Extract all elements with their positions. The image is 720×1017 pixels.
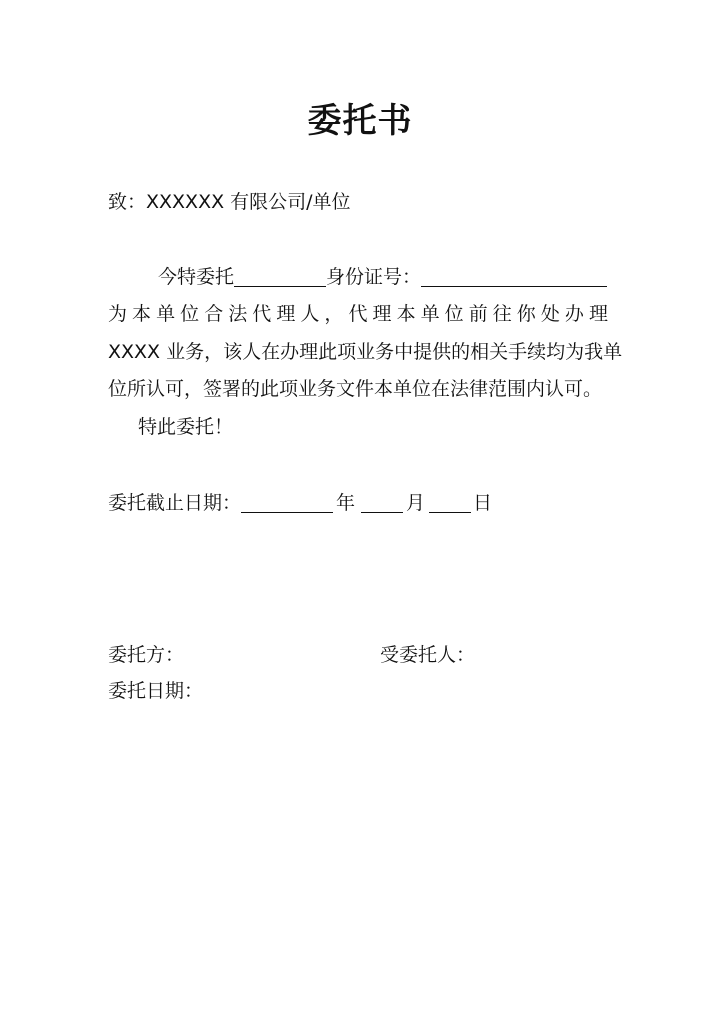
body-line-2: XXXX 业务，该人在办理此项业务中提供的相关手续均为我单	[108, 341, 623, 363]
id-number-blank	[421, 266, 607, 287]
year-label: 年	[336, 492, 356, 514]
deadline-year-blank	[241, 492, 333, 513]
principal-label: 委托方：	[108, 644, 185, 666]
entrust-prefix: 今特委托	[158, 266, 235, 288]
day-label: 日	[473, 492, 493, 514]
deadline-day-blank	[429, 492, 471, 513]
document-title: 委托书	[307, 101, 413, 141]
month-label: 月	[406, 492, 426, 514]
id-label: 身份证号：	[326, 266, 422, 288]
deadline-month-blank	[361, 492, 403, 513]
agent-name-blank	[234, 266, 326, 287]
addressee-line: 致：XXXXXX 有限公司/单位	[108, 191, 351, 213]
body-line-1: 为 本 单 位 合 法 代 理 人 ， 代 理 本 单 位 前 往 你 处 办 理	[108, 303, 608, 325]
date-label: 委托日期：	[108, 680, 204, 702]
body-line-3: 位所认可，签署的此项业务文件本单位在法律范围内认可。	[108, 378, 603, 400]
deadline-label: 委托截止日期：	[108, 492, 242, 514]
entrust-line	[158, 265, 607, 289]
agent-label: 受委托人：	[380, 644, 476, 666]
closing-line: 特此委托！	[138, 416, 234, 438]
deadline-line	[108, 491, 492, 515]
